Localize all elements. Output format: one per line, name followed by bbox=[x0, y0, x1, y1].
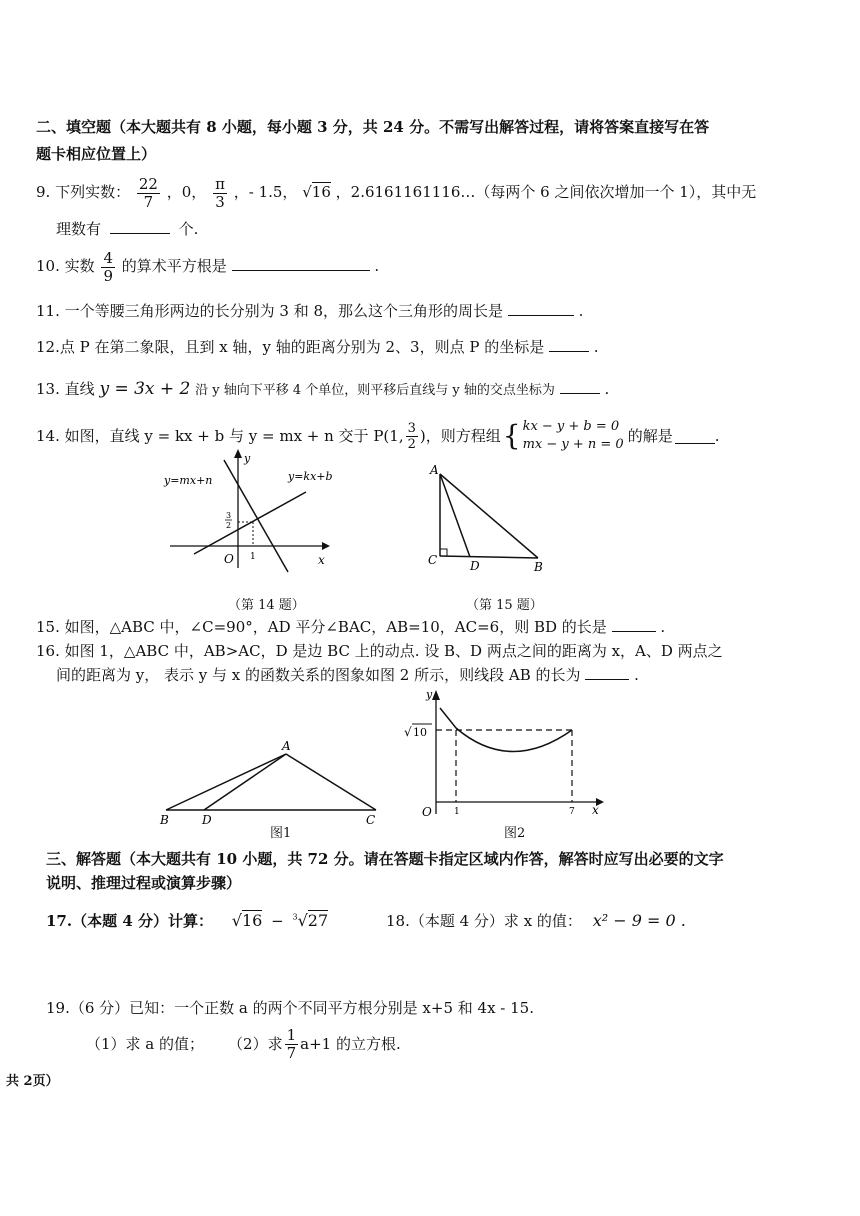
answer-blank-q15 bbox=[612, 617, 656, 632]
question-10: 10. 实数 $\frac{4}{9}$ 的算术平方根是 . bbox=[36, 248, 380, 285]
figure-16-caption-2: 图2 bbox=[504, 826, 526, 841]
section2-heading-line1: 二、填空题（本大题共有 8 小题，每小题 3 分，共 24 分。不需写出解答过程，请将答案直接写在答 bbox=[36, 118, 710, 136]
fraction-1-7: $\frac{1}{7}$ bbox=[286, 1025, 297, 1062]
answer-blank-q14 bbox=[675, 429, 715, 444]
page-footer: 共 2页） bbox=[6, 1074, 59, 1089]
answer-blank-q10 bbox=[232, 256, 370, 271]
svg-text:O: O bbox=[224, 552, 234, 566]
line-kx-b bbox=[194, 492, 306, 554]
figure-16-function-graph bbox=[400, 684, 612, 824]
section2-heading-line2: 题卡相应位置上） bbox=[36, 145, 157, 163]
fraction-pi-3: $\frac{\pi}{3}$ bbox=[215, 174, 225, 211]
svg-text:1: 1 bbox=[250, 552, 256, 562]
svg-text:y: y bbox=[244, 452, 251, 465]
sqrt-16: √16 bbox=[302, 183, 331, 201]
question-16-line2: 间的距离为 y， 表示 y 与 x 的函数关系的图象如图 2 所示，则线段 AB 的长为 . bbox=[56, 666, 639, 684]
question-11: 11. 一个等腰三角形两边的长分别为 3 和 8，那么这个三角形的周长是 . bbox=[36, 302, 584, 320]
section3-heading-line1: 三、解答题（本大题共有 10 小题，共 72 分。请在答题卡指定区域内作答，解答时应写出必要的文字 bbox=[46, 850, 724, 868]
question-18: 18.（本题 4 分）求 x 的值： x² − 9 = 0 . bbox=[386, 911, 686, 930]
svg-text:x: x bbox=[592, 803, 599, 817]
svg-text:1: 1 bbox=[454, 807, 460, 817]
question-14: 14. 如图，直线 y = kx + b 与 y = mx + n 交于 P(1, $\frac{3}{2}$ )，则方程组 { kx − y + b = 0 mx − y + n = 0 的解是 . bbox=[36, 419, 720, 452]
question-17: 17.（本题 4 分）计算： √16 − $^3$√27 bbox=[46, 911, 329, 930]
svg-text:y: y bbox=[426, 688, 433, 701]
question-16-line1: 16. 如图 1，△ABC 中，AB>AC，D 是边 BC 上的动点. 设 B、D 两点之间的距离为 x，A、D 两点之 bbox=[36, 642, 723, 660]
figure-14-caption: （第 14 题） bbox=[228, 598, 305, 613]
svg-text:B: B bbox=[160, 813, 169, 824]
label-mx-n: y=mx+n bbox=[164, 474, 213, 487]
svg-text:C: C bbox=[428, 553, 438, 567]
question-9-line2: 理数有 个. bbox=[56, 220, 199, 238]
sqrt-10-label: √ bbox=[404, 725, 412, 739]
cbrt-27-expression: $^3$√27 bbox=[292, 911, 329, 930]
q9-tail: ，2.6161161116…（每两个 6 之间依次增加一个 1），其中无 bbox=[335, 183, 757, 201]
question-15: 15. 如图，△ABC 中，∠C=90°，AD 平分∠BAC，AB=10，AC=6，则 BD 的长是 . bbox=[36, 618, 666, 636]
fraction-22-7: $\frac{22}{7}$ bbox=[138, 174, 158, 211]
brace-icon: { bbox=[502, 419, 521, 452]
svg-text:x: x bbox=[318, 553, 325, 567]
q9-mid2: ，- 1.5， bbox=[233, 183, 298, 201]
figure-16-caption-1: 图1 bbox=[270, 826, 292, 841]
svg-text:O: O bbox=[422, 805, 432, 819]
svg-text:7: 7 bbox=[569, 807, 575, 817]
svg-text:2: 2 bbox=[226, 521, 232, 530]
q13-equation: y = 3x + 2 bbox=[99, 379, 191, 399]
fraction-3-2: $\frac{3}{2}$ bbox=[407, 420, 416, 452]
svg-text:C: C bbox=[366, 813, 376, 824]
svg-text:3: 3 bbox=[226, 511, 232, 520]
answer-blank-q9 bbox=[110, 219, 170, 234]
figure-15-caption: （第 15 题） bbox=[466, 598, 543, 613]
figure-16-triangle bbox=[156, 712, 388, 824]
section3-heading-line2: 说明、推理过程或演算步骤） bbox=[46, 874, 242, 892]
answer-blank-q11 bbox=[508, 301, 574, 316]
answer-blank-q13 bbox=[560, 379, 600, 394]
svg-text:A: A bbox=[430, 463, 439, 477]
equation-system: kx − y + b = 0 mx − y + n = 0 bbox=[522, 419, 624, 452]
question-19-parts: （1）求 a 的值； （2）求 $\frac{1}{7}$ a+1 的立方根. bbox=[86, 1025, 401, 1062]
figure-15-triangle bbox=[424, 460, 554, 575]
fraction-4-9: $\frac{4}{9}$ bbox=[103, 248, 113, 285]
svg-text:D: D bbox=[470, 559, 480, 573]
figure-14-graph bbox=[160, 446, 340, 576]
q9-mid1: ，0， bbox=[166, 183, 207, 201]
question-12: 12.点 P 在第二象限，且到 x 轴，y 轴的距离分别为 2、3，则点 P 的坐标是 . bbox=[36, 338, 599, 356]
q9-lead: 下列实数： bbox=[55, 183, 131, 201]
q9-number: 9. bbox=[36, 183, 51, 201]
question-19: 19.（6 分）已知：一个正数 a 的两个不同平方根分别是 x+5 和 4x - 15. bbox=[46, 999, 534, 1017]
question-9 bbox=[36, 172, 756, 212]
sqrt-16-expression: √16 bbox=[231, 911, 263, 930]
svg-text:D: D bbox=[202, 813, 212, 824]
svg-text:10: 10 bbox=[413, 726, 427, 739]
answer-blank-q16 bbox=[585, 665, 629, 680]
svg-text:A: A bbox=[282, 739, 291, 753]
svg-text:B: B bbox=[534, 560, 543, 574]
answer-blank-q12 bbox=[549, 337, 589, 352]
label-kx-b: y=kx+b bbox=[288, 470, 333, 483]
question-13: 13. 直线 y = 3x + 2 沿 y 轴向下平移 4 个单位，则平移后直线与 y 轴的交点坐标为 . bbox=[36, 379, 610, 399]
